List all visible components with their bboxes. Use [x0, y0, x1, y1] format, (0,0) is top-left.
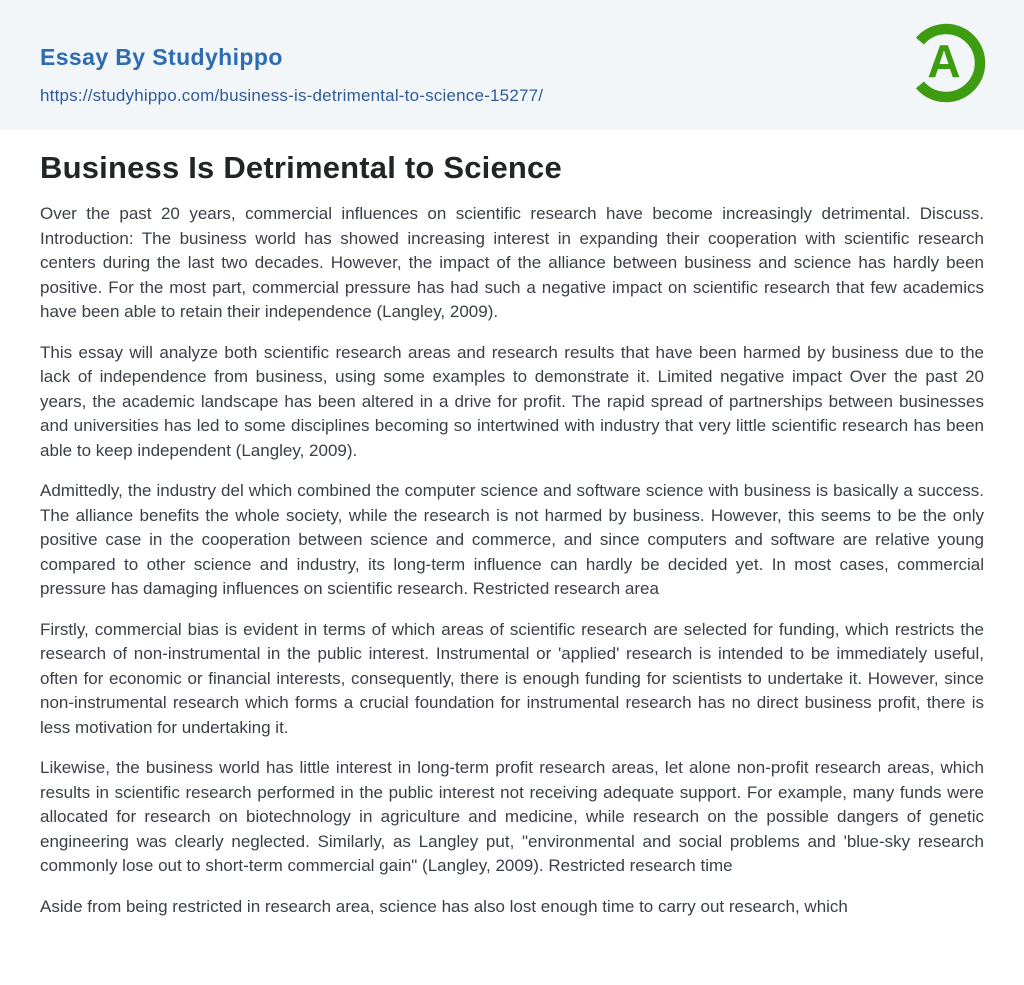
essay-url-link[interactable]: https://studyhippo.com/business-is-detrimental-to-science-15277/ [40, 86, 544, 105]
essay-title: Business Is Detrimental to Science [40, 150, 562, 185]
essay-paragraph: Aside from being restricted in research area, science has also lost enough time to carry out research, which [40, 896, 848, 916]
logo-letter: A [927, 35, 961, 87]
essay-article [0, 130, 1024, 919]
essay-body [40, 202, 984, 919]
essay-paragraph: Likewise, the business world has little interest in long-term profit research areas, let alone non-profit research areas, which results in scientific research performed in the public interest not receiving adequate support. For example, many funds were allocated for research on biotechnology in agriculture and medicine, while research on the possible dangers of genetic engineering was clearly neglected. Similarly, as Langley put, "environmental and social problems and 'blue-sky research commonly lose out to short-term commercial gain" (Langley, 2009). Restricted research time [40, 758, 984, 875]
studyhippo-logo-icon [905, 21, 987, 105]
essay-paragraph: This essay will analyze both scientific research areas and research results that have been harmed by business due to the lack of independence from business, using some examples to demonstrate it. Limited negative impact Over the past 20 years, the academic landscape has been altered in a drive for profit. The rapid spread of partnerships between businesses and universities has led to some disciplines becoming so intertwined with industry that very little scientific research has been able to keep independent (Langley, 2009). [40, 342, 984, 460]
site-brand: Essay By Studyhippo [40, 44, 283, 70]
essay-paragraph: Over the past 20 years, commercial influences on scientific research have become increasingly detrimental. Discuss. Introduction: The business world has showed increasing interest in expanding their cooperation with scientific research centers during the last two decades. However, the impact of the alliance between business and science has hardly been positive. For the most part, commercial pressure has had such a negative impact on scientific research that few academics have been able to retain their independence (Langley, 2009). [40, 204, 984, 321]
page-header [0, 0, 1024, 130]
essay-paragraph: Admittedly, the industry del which combined the computer science and software science with business is basically a success. The alliance benefits the whole society, while the research is not harmed by business. However, this seems to be the only positive case in the cooperation between science and commerce, and since computers and software are relative young compared to other science and industry, its long-term influence can hardly be decided yet. In most cases, commercial pressure has damaging influences on scientific research. Restricted research area [40, 481, 984, 598]
essay-paragraph: Firstly, commercial bias is evident in terms of which areas of scientific research are selected for funding, which restricts the research of non-instrumental in the public interest. Instrumental or 'applied' research is intended to be immediately useful, often for economic or financial interests, consequently, there is enough funding for scientists to undertake it. However, since non-instrumental research which forms a crucial foundation for instrumental research has no direct business profit, there is less motivation for undertaking it. [40, 619, 984, 737]
